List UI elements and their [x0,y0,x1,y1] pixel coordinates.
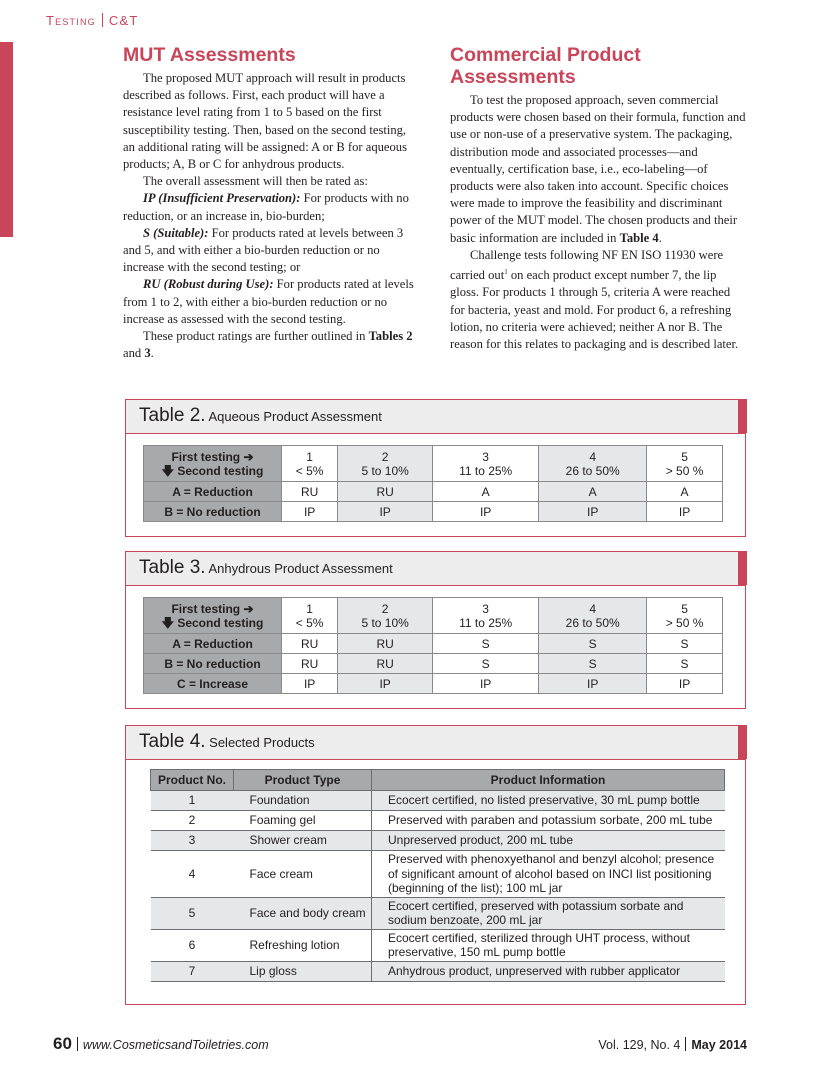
product-number: 2 [151,811,234,831]
column-range: > 50 % [665,615,704,630]
last-text-a: These product ratings are further outlined in [143,329,369,344]
commercial-heading-line2: Assessments [450,66,576,88]
table-2-grid [143,445,723,522]
table-cell: S [647,654,723,674]
last-text-c: and [123,346,145,361]
right-column [450,44,747,353]
table-3-grid [143,597,723,694]
table-row [144,502,723,522]
column-header [539,598,647,634]
ip-definition [123,190,420,224]
header-divider [102,13,103,27]
product-number: 7 [151,961,234,981]
corner-cell [144,598,282,634]
corner-cell [144,446,282,482]
product-number: 4 [151,851,234,898]
column-number: 1 [306,449,313,464]
corner-first-testing: First testing ➔ [171,449,254,464]
table-cell: IP [539,502,647,522]
table-2-title [126,400,745,434]
footer-divider [77,1037,78,1051]
column-range: 26 to 50% [565,615,620,630]
table-2-box [125,399,746,537]
table-2-tab [738,399,747,433]
table-4-title [126,726,745,760]
table-row [151,961,725,981]
column-header: Product No. [151,770,234,791]
column-header [282,598,338,634]
table-row [144,482,723,502]
table-4-grid [150,769,725,982]
ru-definition [123,276,420,328]
column-header [338,598,433,634]
product-number: 1 [151,791,234,811]
corner-second-testing: 🡇 Second testing [161,615,264,630]
table-cell: IP [282,502,338,522]
mut-heading: MUT Assessments [123,44,296,66]
product-info: Ecocert certified, preserved with potassium sorbate and sodium benzoate, 200 mL jar [372,897,725,929]
table-cell: S [539,654,647,674]
product-type: Face cream [234,851,372,898]
product-info: Ecocert certified, no listed preservative, 30 mL pump bottle [372,791,725,811]
ip-term: IP (Insufficient Preservation): [143,191,301,206]
table-cell: S [433,634,539,654]
table-3-ref: 3 [144,346,151,361]
table-cell: RU [338,482,433,502]
product-type: Refreshing lotion [234,929,372,961]
tables-2-ref: Tables 2 [368,329,413,344]
table-cell: IP [338,502,433,522]
issue-volume: Vol. 129, No. 4 [598,1038,681,1052]
table-cell: IP [433,502,539,522]
column-range: 11 to 25% [459,615,513,630]
table-row [151,811,725,831]
column-number: 1 [306,601,313,616]
table-3-box [125,551,746,709]
column-header [433,598,539,634]
table-cell: S [539,634,647,654]
row-header: A = Reduction [144,482,282,502]
commercial-heading [450,44,747,88]
product-info: Ecocert certified, sterilized through UHT process, without preservative, 150 mL pump bottle [372,929,725,961]
column-range: > 50 % [665,463,704,478]
column-header: Product Type [234,770,372,791]
column-range: 5 to 10% [361,463,409,478]
commercial-heading-line1: Commercial Product [450,44,641,66]
running-header [46,13,138,28]
table-cell: IP [647,674,723,694]
table-row [151,831,725,851]
column-range: 5 to 10% [361,615,409,630]
product-type: Foundation [234,791,372,811]
column-number: 2 [381,601,389,616]
column-number: 4 [589,601,597,616]
column-header [433,446,539,482]
column-range: < 5% [295,615,324,630]
table-cell: S [647,634,723,654]
product-number: 3 [151,831,234,851]
table-row [151,791,725,811]
table-row [151,851,725,898]
column-number: 3 [482,601,489,616]
row-header: B = No reduction [144,654,282,674]
table-row [144,446,723,482]
footnote-ref: 1 [504,268,508,277]
product-number: 6 [151,929,234,961]
table-cell: RU [338,654,433,674]
table-row [144,634,723,654]
table-4-box [125,725,746,1005]
column-header [282,446,338,482]
issue-divider [685,1037,686,1051]
product-type: Lip gloss [234,961,372,981]
corner-first-testing: First testing ➔ [171,601,254,616]
table-row [151,897,725,929]
commercial-paragraph-1 [450,92,747,247]
column-range: < 5% [295,463,324,478]
column-number: 5 [681,601,688,616]
s-term: S (Suitable): [143,225,209,240]
left-column [123,44,420,362]
table-row [151,929,725,961]
p1-text-a: To test the proposed approach, seven commercial products were chosen based on their formula, function and use or non-use of a preservative system. The packaging, distribution mode and associated processes—and eventually, certification base, i.e., eco-labeling—of products were also taken into account. Specific choices were made to improve the feasibility and discriminant power of the MUT model. The chosen products and their basic information are included in [450,93,746,245]
ru-term: RU (Robust during Use): [143,277,274,292]
product-type: Face and body cream [234,897,372,929]
row-header: C = Increase [144,674,282,694]
product-info: Preserved with paraben and potassium sorbate, 200 mL tube [372,811,725,831]
footer-url[interactable]: www.CosmeticsandToiletries.com [82,1038,269,1052]
table-cell: IP [282,674,338,694]
table-row [144,654,723,674]
ip-text: For products with no reduction, or an increase in, bio-burden; [123,191,409,223]
issue-date: May 2014 [691,1038,747,1052]
table-3-tab [738,551,747,585]
column-header [647,598,723,634]
table-cell: RU [282,482,338,502]
column-range: 26 to 50% [565,463,620,478]
issue-info [598,1037,747,1052]
table-3-number: Table 3. [139,557,206,578]
row-header: B = No reduction [144,502,282,522]
table-cell: S [433,654,539,674]
table-row [144,598,723,634]
column-header [338,446,433,482]
table-cell: A [647,482,723,502]
ru-text: For products rated at levels from 1 to 2, with either a bio-burden reduction or no increase as assessed with the second testing. [123,277,414,326]
table-cell: A [433,482,539,502]
table-header-row [151,770,725,791]
mut-paragraph-1: The proposed MUT approach will result in products described as follows. First, each product will have a resistance level rating from 1 to 5 based on the first susceptibility testing. Then, based on the second testing, an additional rating will be assigned: A or B for aqueous products; A, B or C for anhydrous products. [123,71,408,172]
product-info: Preserved with phenoxyethanol and benzyl alcohol; presence of significant amount of alcohol based on INCI list positioning (beginning of the list); 100 mL jar [372,851,725,898]
table-3-title [126,552,745,586]
product-info: Unpreserved product, 200 mL tube [372,831,725,851]
column-number: 5 [681,449,688,464]
p1-text-c: . [658,230,662,245]
table-3-caption: Anhydrous Product Assessment [205,561,393,576]
header-subsection: C&T [108,13,139,28]
column-number: 3 [482,449,489,464]
table-cell: RU [282,634,338,654]
mut-paragraph-2: The overall assessment will then be rated as: [143,174,368,189]
table-cell: IP [433,674,539,694]
s-definition [123,225,420,277]
column-number: 2 [381,449,389,464]
product-type: Foaming gel [234,811,372,831]
page-number: 60 [53,1034,72,1053]
table-cell: IP [338,674,433,694]
commercial-paragraph-2 [450,247,747,353]
table-row [144,674,723,694]
table-4-ref: Table 4 [619,230,659,245]
row-header: A = Reduction [144,634,282,654]
last-text-e: . [150,346,154,361]
column-header [539,446,647,482]
table-4-caption: Selected Products [205,735,315,750]
table-cell: IP [647,502,723,522]
table-cell: RU [282,654,338,674]
product-info: Anhydrous product, unpreserved with rubber applicator [372,961,725,981]
s-text: For products rated at levels between 3 and 5, and with either a bio-burden reduction or no increase with the second testing; or [123,225,404,275]
table-cell: IP [539,674,647,694]
column-range: 11 to 25% [459,463,513,478]
corner-second-testing: 🡇 Second testing [161,463,264,478]
table-4-tab [738,725,747,759]
header-section: Testing [46,13,96,28]
column-header [647,446,723,482]
product-number: 5 [151,897,234,929]
column-header: Product Information [372,770,725,791]
page-footer [53,1034,747,1054]
table-2-caption: Aqueous Product Assessment [205,409,382,424]
p2-text-a: Challenge tests following NF EN ISO 11930 were carried out [450,247,724,283]
mut-paragraph-last [123,328,420,362]
table-cell: A [539,482,647,502]
table-4-number: Table 4. [139,731,206,752]
section-accent-bar [0,42,13,237]
p2-text-b: on each product except number 7, the lip gloss. For products 1 through 5, criteria A were reached for bacteria, yeast and mold. For product 6, a refreshing lotion, no criteria were achieved; neither A nor B. The reason for this relates to packaging and is described later. [450,268,739,352]
table-cell: RU [338,634,433,654]
table-2-number: Table 2. [139,405,206,426]
product-type: Shower cream [234,831,372,851]
column-number: 4 [589,449,597,464]
